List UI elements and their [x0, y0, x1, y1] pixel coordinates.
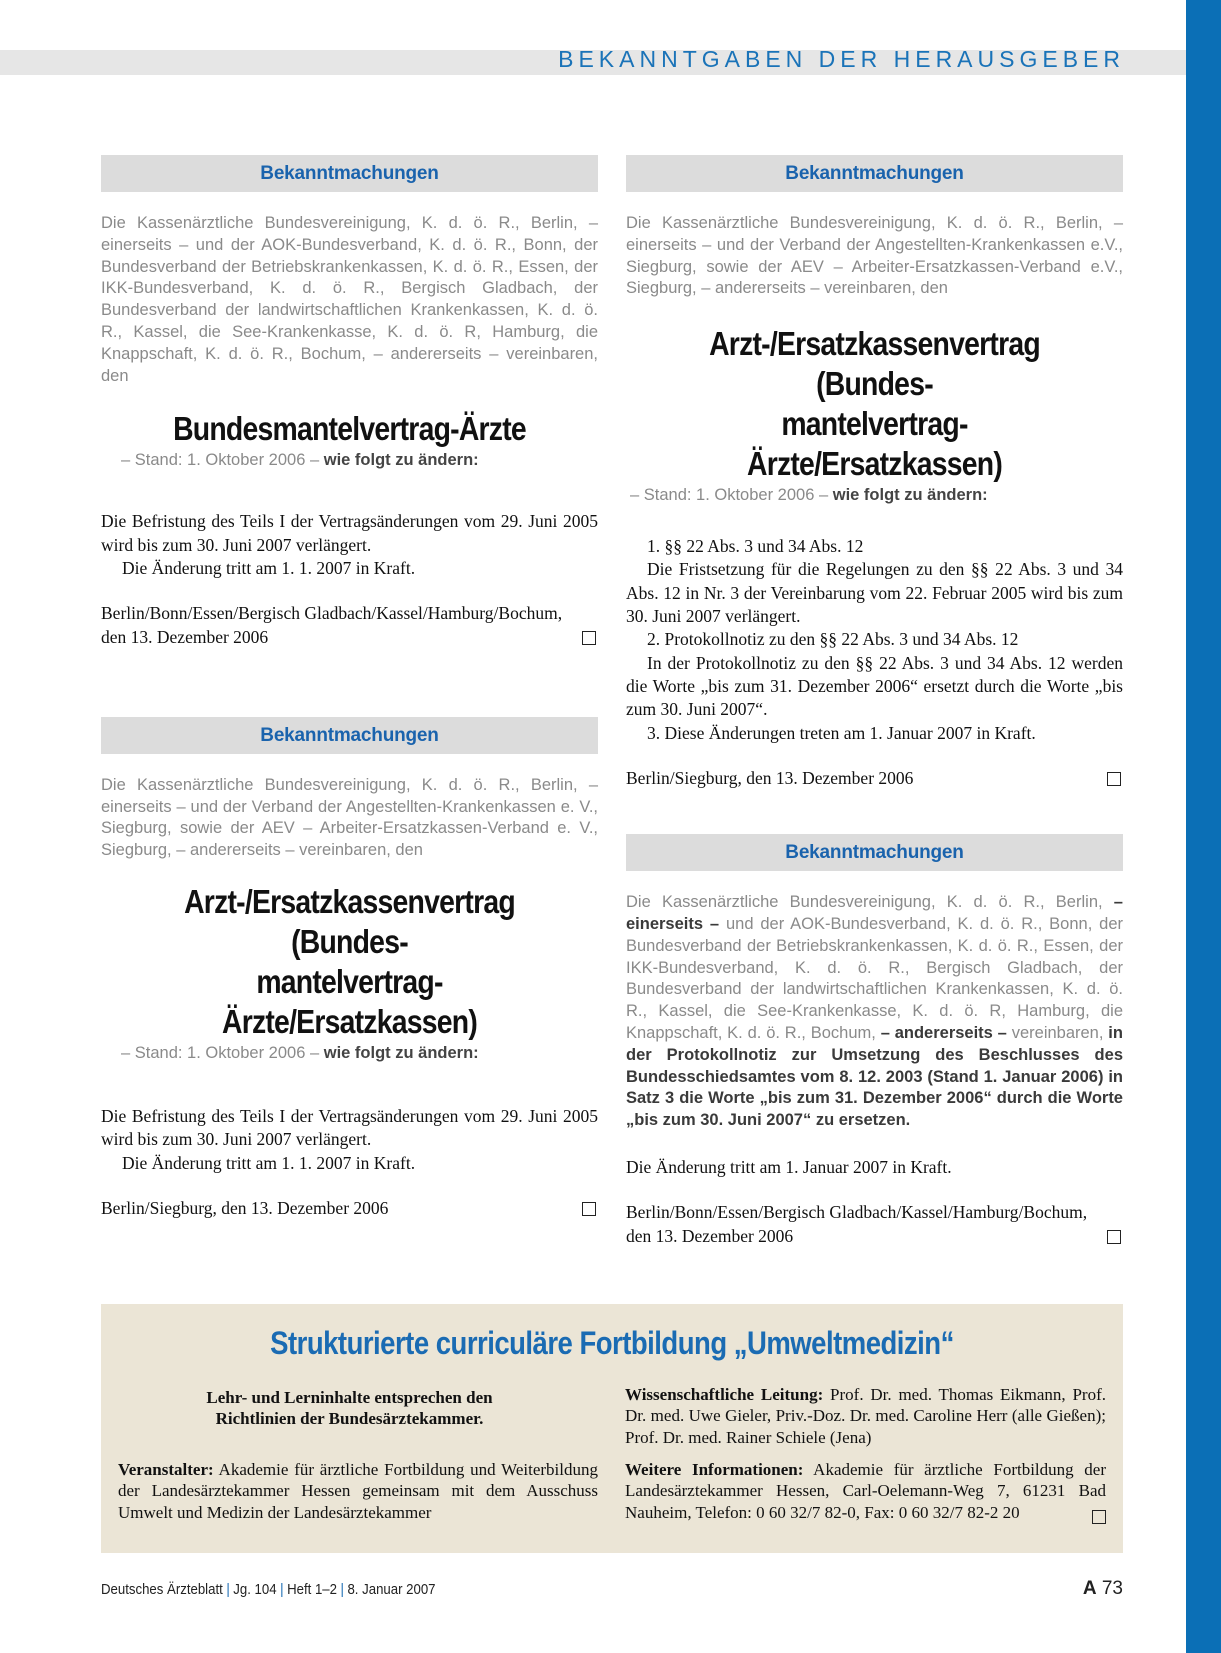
- stand-prefix: – Stand: 1. Oktober 2006 –: [121, 451, 320, 470]
- footer-separator: |: [280, 1581, 284, 1598]
- item-text: 3. Diese Änderungen treten am 1. Januar 2007 in Kraft.: [647, 722, 1036, 743]
- signature-place: Berlin/Bonn/Essen/Bergisch Gladbach/Kassel/Hamburg/Bochum,: [101, 603, 563, 624]
- leitung-text: Prof. Dr. med. Thomas Eikmann, Prof. Dr. med. Uwe Gieler, Priv.-Doz. Dr. med. Caroline Herr (alle Gießen); Prof. Dr. med. Rainer Schiele (Jena): [625, 1385, 1106, 1447]
- intro-part-bold: – andererseits –: [880, 1023, 1007, 1042]
- footer-issue: Heft 1–2: [287, 1581, 337, 1598]
- contract-title: Bundesmantelvertrag-Ärzte: [173, 410, 526, 448]
- notice-intro: Die Kassenärztliche Bundesvereinigung, K. d. ö. R., Berlin, – einerseits – und der Verband der Angestellten-Krankenkassen e. V., Siegburg, sowie der AEV – Arbeiter-Ersatzkassen-Verband e. V., Siegburg, – andererseits – vereinbaren, den: [101, 775, 598, 860]
- title-line: Arzt-/Ersatzkassenvertrag (Bundes-: [184, 883, 515, 961]
- footer-separator: |: [340, 1581, 344, 1598]
- footer-volume: Jg. 104: [233, 1581, 277, 1598]
- fortbildung-info: [625, 1459, 1106, 1523]
- signature-block: [626, 1201, 1123, 1248]
- item-text: Die Fristsetzung für die Regelungen zu den §§ 22 Abs. 3 und 34 Abs. 12 in Nr. 3 der Vereinbarung vom 22. Februar 2005 wird bis zum 30. Juni 2007 verlängert.: [626, 559, 1123, 627]
- intro-part: Die Kassenärztliche Bundesvereinigung, K. d. ö. R., Berlin,: [626, 893, 1103, 912]
- page-number: [1083, 1578, 1123, 1600]
- contract-title: [661, 324, 1088, 484]
- notice-body: [101, 1105, 598, 1175]
- section-header: BEKANNTGABEN DER HERAUSGEBER: [558, 46, 1125, 72]
- end-square-icon: [1107, 772, 1121, 786]
- notice-intro: [626, 892, 1123, 1132]
- body-paragraph: Die Änderung tritt am 1. 1. 2007 in Kraft.: [122, 1152, 416, 1173]
- page-number-value: 73: [1101, 1578, 1123, 1599]
- notice-intro: Die Kassenärztliche Bundesvereinigung, K. d. ö. R., Berlin, – einerseits – und der AOK-Bundesverband, K. d. ö. R., Bonn, der Bundesverband der Betriebskrankenkassen, K. d. ö. R., Essen, der IKK-Bundesverband, K. d. ö. R., Bergisch Gladbach, der Bundesverband der landwirtschaftlichen Krankenkassen, K. d. ö. R., Kassel, die See-Krankenkasse, K. d. ö. R, Hamburg, die Knappschaft, K. d. ö. R., Bochum, – andererseits – vereinbaren, den: [101, 214, 598, 385]
- signature-block: [626, 767, 1123, 790]
- footer-journal: Deutsches Ärzteblatt: [101, 1581, 223, 1598]
- end-square-icon: [1092, 1510, 1106, 1524]
- side-color-bar: [1186, 0, 1221, 1653]
- item-title: 1. §§ 22 Abs. 3 und 34 Abs. 12: [647, 536, 864, 557]
- body-paragraph: Die Änderung tritt am 1. Januar 2007 in Kraft.: [626, 1156, 952, 1177]
- notice-intro: Die Kassenärztliche Bundesvereinigung, K. d. ö. R., Berlin, – einerseits – und der Verband der Angestellten-Krankenkassen e.V., Siegburg, sowie der AEV – Arbeiter-Ersatzkassen-Verband e.V., Siegburg, – andererseits – vereinbaren, den: [626, 214, 1123, 298]
- stand-bold: wie folgt zu ändern:: [323, 451, 479, 470]
- footer-separator: |: [226, 1581, 230, 1598]
- stand-line: [121, 451, 598, 470]
- fortbildung-box: [101, 1304, 1123, 1553]
- stand-line: [630, 486, 1123, 505]
- intro-part-bold: – einerseits –: [626, 893, 1123, 933]
- note-line: Lehr- und Lerninhalte entsprechen den: [206, 1388, 493, 1407]
- stand-line: [121, 1044, 598, 1063]
- notice-body: [626, 1156, 1123, 1179]
- fortbildung-veranstalter: [118, 1459, 598, 1523]
- stand-bold: wie folgt zu ändern:: [832, 486, 988, 505]
- intro-part-bold: in der Protokollnotiz zur Umsetzung des Beschlusses des Bundesschiedsamtes vom 8. 12. 2003 (Stand 1. Januar 2006) in Satz 3 die Worte „bis zum 31. Dezember 2006“ durch die Worte „bis zum 30. Juni 2007“ zu ersetzen.: [626, 1023, 1123, 1130]
- contract-title: [136, 882, 563, 1042]
- info-text: Akademie für ärztliche Fortbildung der Landesärztekammer Hessen, Carl-Oelemann-Weg 7, 61231 Bad Nauheim, Telefon: 0 60 32/7 82-0, Fax: 0 60 32/7 82-2 20: [625, 1460, 1107, 1522]
- notice-header: Bekanntmachungen: [101, 717, 598, 754]
- footer-date: 8. Januar 2007: [347, 1581, 436, 1598]
- item-text: In der Protokollnotiz zu den §§ 22 Abs. 3 und 34 Abs. 12 werden die Worte „bis zum 31. Dezember 2006“ ersetzt durch die Worte „bis zum 30. Juni 2007“.: [626, 652, 1123, 720]
- body-paragraph: Die Änderung tritt am 1. 1. 2007 in Kraft.: [122, 557, 416, 578]
- signature-block: [101, 602, 598, 649]
- notice-body: [101, 510, 598, 580]
- signature-date: den 13. Dezember 2006: [101, 626, 269, 647]
- page-prefix: A: [1082, 1578, 1097, 1599]
- stand-bold: wie folgt zu ändern:: [323, 1044, 479, 1063]
- body-paragraph: Die Befristung des Teils I der Vertragsänderungen vom 29. Juni 2005 wird bis zum 30. Juni 2007 verlängert.: [101, 511, 598, 555]
- notice-header: Bekanntmachungen: [626, 834, 1123, 871]
- notice-body: [626, 535, 1123, 745]
- fortbildung-leitung: [625, 1384, 1106, 1448]
- intro-part: vereinbaren,: [1011, 1023, 1104, 1042]
- right-column: [626, 155, 1123, 1248]
- body-paragraph: Die Befristung des Teils I der Vertragsänderungen vom 29. Juni 2005 wird bis zum 30. Juni 2007 verlängert.: [101, 1106, 598, 1150]
- note-line: Richtlinien der Bundesärztekammer.: [215, 1409, 484, 1429]
- signature-block: [101, 1197, 598, 1220]
- leitung-label: Wissenschaftliche Leitung:: [625, 1385, 824, 1404]
- stand-prefix: – Stand: 1. Oktober 2006 –: [630, 486, 829, 505]
- signature-place: Berlin/Bonn/Essen/Bergisch Gladbach/Kassel/Hamburg/Bochum,: [626, 1202, 1088, 1223]
- item-title: 2. Protokollnotiz zu den §§ 22 Abs. 3 und 34 Abs. 12: [647, 629, 1019, 650]
- fortbildung-title: Strukturierte curriculäre Fortbildung „Umweltmedizin“: [270, 1325, 954, 1361]
- title-line: mantelvertrag-Ärzte/Ersatzkassen): [746, 405, 1003, 483]
- intro-part: und der AOK-Bundesverband, K. d. ö. R., Bonn, der Bundesverband der Betriebskrankenkassen, K. d. ö. R., Essen, der IKK-Bundesverband, K. d. ö. R., Bergisch Gladbach, der Bundesverband der landwirtschaftlichen Krankenkassen, K. d. ö. R., Kassel, die See-Krankenkasse, K. d. ö. R, Hamburg, die Knappschaft, K. d. ö. R., Bochum,: [626, 914, 1123, 1042]
- end-square-icon: [582, 631, 596, 645]
- end-square-icon: [582, 1202, 596, 1216]
- info-label: Weitere Informationen:: [625, 1460, 804, 1479]
- signature-date: Berlin/Siegburg, den 13. Dezember 2006: [101, 1197, 389, 1218]
- notice-header: Bekanntmachungen: [101, 155, 598, 192]
- veranstalter-text: Akademie für ärztliche Fortbildung und Weiterbildung der Landesärztekammer Hessen gemeinsam mit dem Ausschuss Umwelt und Medizin der Landesärztekammer: [118, 1460, 598, 1522]
- notice-header: Bekanntmachungen: [626, 155, 1123, 192]
- veranstalter-label: Veranstalter:: [118, 1460, 214, 1479]
- fortbildung-note: [101, 1387, 598, 1430]
- signature-date: Berlin/Siegburg, den 13. Dezember 2006: [626, 767, 914, 788]
- title-line: mantelvertrag-Ärzte/Ersatzkassen): [221, 963, 478, 1041]
- end-square-icon: [1107, 1230, 1121, 1244]
- left-column: [101, 155, 598, 1220]
- stand-prefix: – Stand: 1. Oktober 2006 –: [121, 1044, 320, 1063]
- signature-date: den 13. Dezember 2006: [626, 1225, 794, 1246]
- page-footer: [101, 1581, 436, 1598]
- title-line: Arzt-/Ersatzkassenvertrag (Bundes-: [709, 325, 1040, 403]
